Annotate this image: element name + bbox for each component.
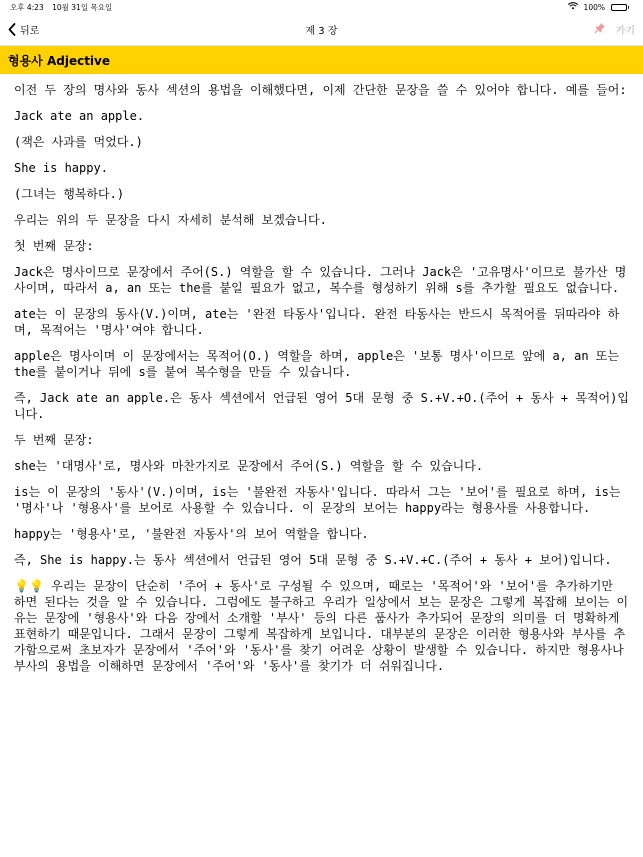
paragraph: apple은 명사이며 이 문장에서는 목적어(O.) 역할을 하며, apple은 '보통 명사'이므로 앞에 a, an 또는 the를 붙이거나 뒤에 s를 붙여 복수형을 만들 수 있습니다. [14, 349, 619, 379]
battery-icon [611, 4, 627, 11]
content-body [0, 74, 643, 674]
paragraph: is는 이 문장의 '동사'(V.)이며, is는 '불완전 자동사'입니다. 따라서 그는 '보어'를 필요로 하며, is는 '명사'나 '형용사'를 보어로 사용할 수 있습니다. 이 문장의 보어는 happy라는 형용사를 사용합니다. [14, 485, 621, 515]
paragraph: (잭은 사과를 먹었다.) [14, 135, 143, 149]
go-button[interactable]: 가기 [615, 26, 635, 37]
nav-right [594, 22, 635, 37]
wifi-icon [568, 2, 578, 12]
paragraph: happy는 '형용사'로, '불완전 자동사'의 보어 역할을 합니다. [14, 527, 369, 541]
paragraph: ate는 이 문장의 동사(V.)이며, ate는 '완전 타동사'입니다. 완전 타동사는 반드시 목적어를 뒤따라야 하며, 목적어는 '명사'여야 합니다. [14, 307, 620, 337]
status-right [568, 2, 633, 12]
battery-percent: 100% [583, 2, 605, 12]
paragraph: 즉, Jack ate an apple.은 동사 섹션에서 언급된 영어 5대 문형 중 S.+V.+O.(주어 + 동사 + 목적어)입니다. [14, 391, 629, 421]
paragraph: She is happy. [14, 161, 108, 175]
paragraph: 즉, She is happy.는 동사 섹션에서 언급된 영어 5대 문형 중 S.+V.+C.(주어 + 동사 + 보어)입니다. [14, 553, 612, 567]
status-time: 오후 4:23 [10, 2, 44, 12]
paragraph: Jack은 명사이므로 문장에서 주어(S.) 역할을 할 수 있습니다. 그러나 Jack은 '고유명사'이므로 불가산 명사이며, 따라서 a, an 또는 the를 붙일 필요가 없고, 복수를 형성하기 위해 s를 추가할 필요도 없습니다. [14, 265, 627, 295]
back-button[interactable] [8, 22, 39, 37]
paragraph: 첫 번째 문장: [14, 239, 94, 253]
paragraph: she는 '대명사'로, 명사와 마찬가지로 문장에서 주어(S.) 역할을 할 수 있습니다. [14, 459, 484, 473]
paragraph: 이전 두 장의 명사와 동사 섹션의 용법을 이해했다면, 이제 간단한 문장을 쓸 수 있어야 합니다. 예를 들어: [14, 83, 627, 97]
back-label: 뒤로 [20, 26, 40, 37]
chevron-left-icon [8, 23, 16, 36]
paragraph: 두 번째 문장: [14, 433, 94, 447]
paragraph: 우리는 위의 두 문장을 다시 자세히 분석해 보겠습니다. [14, 213, 327, 227]
paragraph: 💡💡 우리는 문장이 단순히 '주어 + 동사'로 구성될 수 있으며, 때로는 '목적어'와 '보어'를 추가하기만 하면 된다는 것을 알 수 있습니다. 그럼에도 불구하고 우리가 일상에서 보는 문장은 그렇게 복잡해 보이는 이유는 문장에 '형용사'와 다음 장에서 소개할 '부사' 등의 다른 품사가 추가되어 문장의 의미를 더 명확하게 표현하기 때문입니다. 그래서 문장이 그렇게 복잡하게 보입니다. 대부분의 문장은 이러한 형용사와 부사를 추가함으로써 초보자가 문장에서 '주어'와 '동사'를 찾기 어려운 상황이 발생할 수 있습니다. 하지만 형용사나 부사의 용법을 이해하면 문장에서 '주어'와 '동사'를 찾기가 더 쉬워집니다. [14, 579, 629, 673]
status-left [10, 2, 118, 13]
section-title: 형용사 Adjective [8, 53, 111, 68]
page-title: 제 3 장 [305, 26, 338, 37]
nav-bar [0, 14, 643, 46]
paragraph: (그녀는 행복하다.) [14, 187, 125, 201]
pin-icon[interactable] [594, 22, 606, 37]
status-date: 10월 31일 목요일 [52, 2, 113, 12]
section-header [0, 46, 643, 74]
status-bar [0, 0, 643, 14]
paragraph: Jack ate an apple. [14, 109, 145, 123]
